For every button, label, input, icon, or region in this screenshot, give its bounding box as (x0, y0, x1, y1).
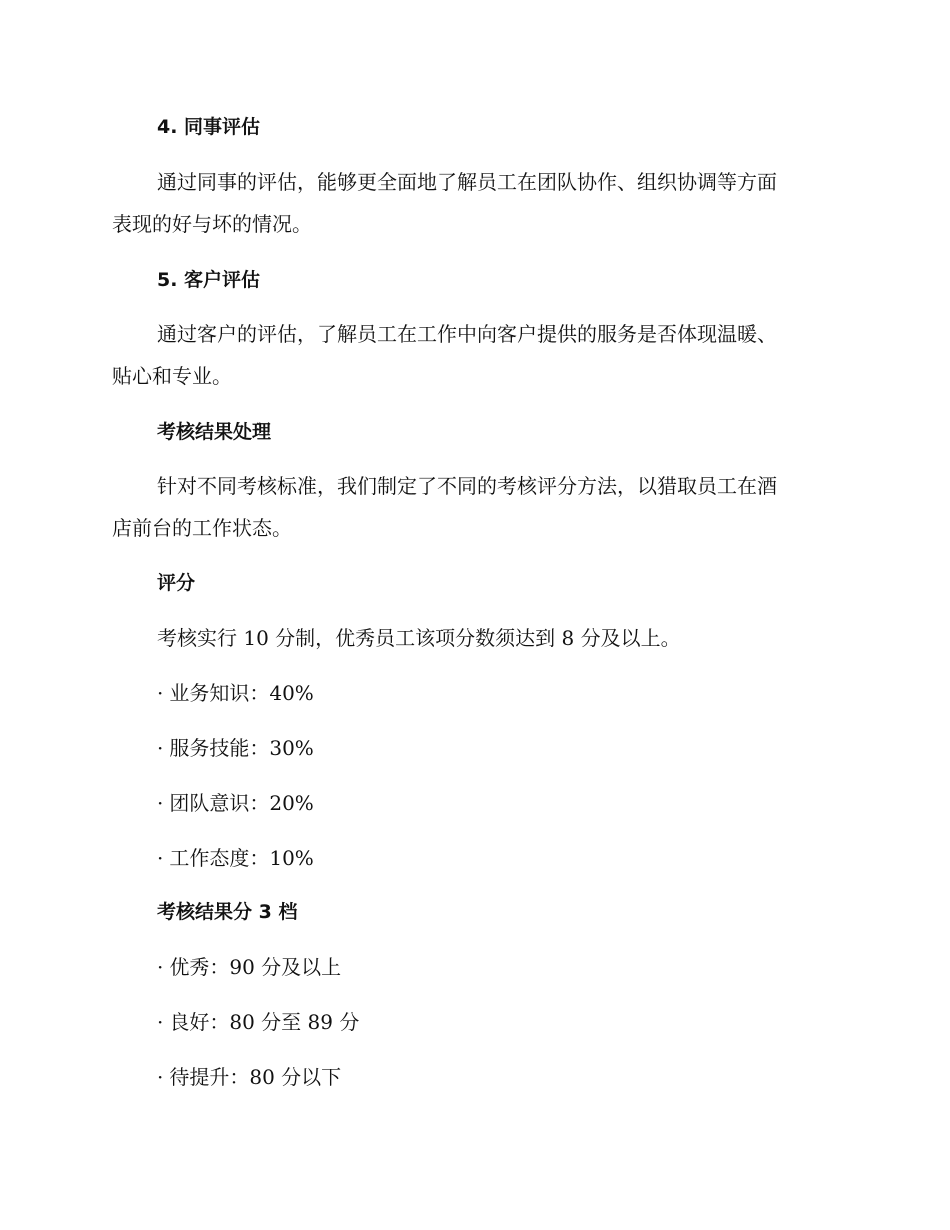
list-item-level-2 (157, 1008, 883, 1036)
heading-customer-evaluation: 5. 客户评估 (157, 269, 261, 291)
list-item-weight-1 (157, 679, 883, 707)
bullet-icon: · (157, 736, 164, 760)
bullet-icon: · (157, 1010, 164, 1034)
paragraph-colleague-line-1: 通过同事的评估，能够更全面地了解员工在团队协作、组织协调等方面 (157, 170, 777, 194)
bullet-icon: · (157, 846, 164, 870)
list-item-weight-2 (157, 734, 883, 762)
heading-score: 评分 (157, 572, 196, 594)
paragraph-result-line-1: 针对不同考核标准，我们制定了不同的考核评分方法，以猎取员工在酒 (157, 474, 777, 498)
heading-colleague-evaluation: 4. 同事评估 (157, 116, 261, 138)
bullet-icon: · (157, 1065, 164, 1089)
bullet-icon: · (157, 791, 164, 815)
list-item-text: 工作态度：10% (169, 846, 314, 870)
heading-result-levels: 考核结果分 3 档 (157, 901, 298, 923)
list-item-text: 待提升：80 分以下 (169, 1065, 342, 1089)
list-item-text: 服务技能：30% (169, 736, 314, 760)
list-item-text: 团队意识：20% (169, 791, 314, 815)
list-item-text: 业务知识：40% (169, 681, 314, 705)
list-item-text: 优秀：90 分及以上 (169, 955, 342, 979)
paragraph-colleague-line-2: 表现的好与坏的情况。 (112, 212, 312, 236)
paragraph-customer-line-1: 通过客户的评估，了解员工在工作中向客户提供的服务是否体现温暖、 (157, 322, 777, 346)
bullet-icon: · (157, 681, 164, 705)
paragraph-result-line-2: 店前台的工作状态。 (112, 516, 292, 540)
list-item-text: 良好：80 分至 89 分 (169, 1010, 360, 1034)
list-item-level-1 (157, 953, 883, 981)
list-item-weight-4 (157, 844, 883, 872)
heading-result-handling: 考核结果处理 (157, 421, 272, 443)
list-item-weight-3 (157, 789, 883, 817)
paragraph-score: 考核实行 10 分制，优秀员工该项分数须达到 8 分及以上。 (157, 626, 681, 650)
paragraph-customer-line-2: 贴心和专业。 (112, 364, 232, 388)
bullet-icon: · (157, 955, 164, 979)
list-item-level-3 (157, 1063, 883, 1091)
